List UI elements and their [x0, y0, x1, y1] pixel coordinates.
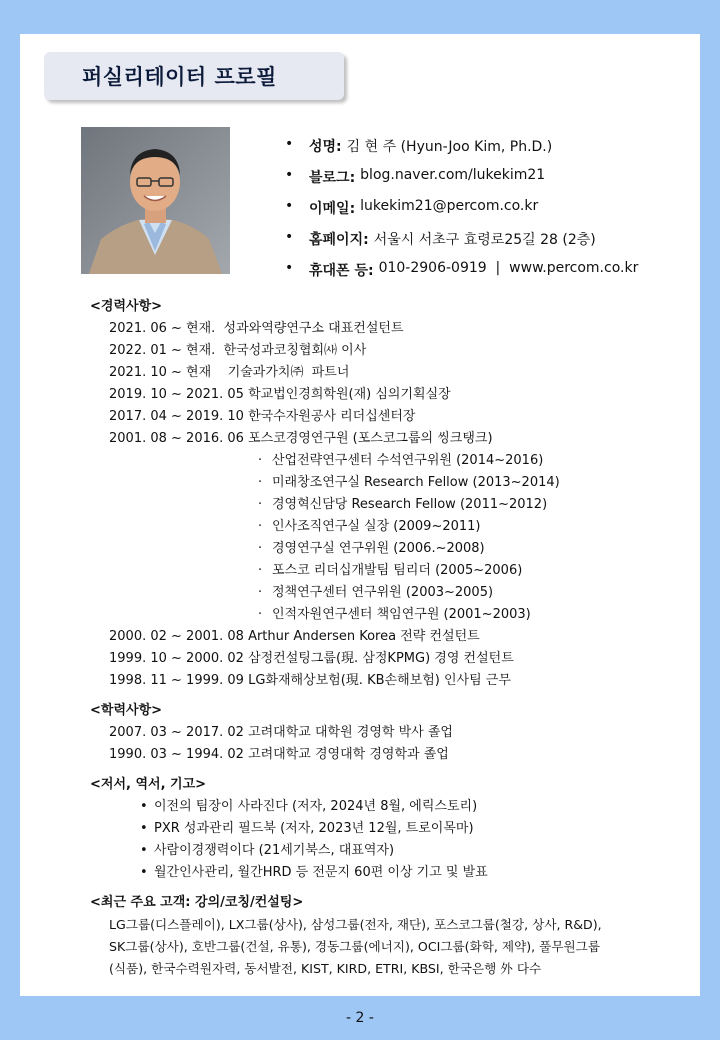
career-item: 1998. 11 ~ 1999. 09 LG화재해상보험(現. KB손해보험) 인사팀 근무	[109, 673, 511, 688]
posco-sub-item: · 경영혁신담당 Research Fellow (2011~2012)	[258, 497, 548, 512]
posco-sub-item: · 인사조직연구실 실장 (2009~2011)	[258, 519, 481, 534]
clients-line: SK그룹(상사), 호반그룹(건설, 유통), 경동그룹(에너지), OCI그룹(화학, 제약), 풀무원그룹	[109, 939, 600, 954]
posco-sub-item: · 미래창조연구실 Research Fellow (2013~2014)	[258, 475, 560, 490]
writing-item: • 사람이경쟁력이다 (21세기북스, 대표역자)	[140, 843, 395, 858]
education-heading: <학력사항>	[90, 703, 163, 718]
page-number: - 2 -	[346, 1010, 374, 1026]
writing-item: • 이전의 팀장이 사라진다 (저자, 2024년 8월, 에릭스토리)	[140, 799, 478, 814]
career-item: 1999. 10 ~ 2000. 02 삼정컨설팅그룹(現. 삼정KPMG) 경영 컨설턴트	[109, 651, 514, 666]
writing-section	[90, 774, 690, 884]
education-item: 1990. 03 ~ 1994. 02 고려대학교 경영대학 경영학과 졸업	[109, 747, 449, 762]
writing-item: • PXR 성과관리 필드북 (저자, 2023년 12월, 트로이목마)	[140, 821, 474, 836]
education-section	[90, 700, 690, 766]
career-item: 2001. 08 ~ 2016. 06 포스코경영연구원 (포스코그룹의 씽크탱크)	[109, 431, 493, 446]
posco-sub-item: · 포스코 리더십개발팀 팀리더 (2005~2006)	[258, 563, 523, 578]
career-heading: <경력사항>	[90, 299, 163, 314]
clients-line: LG그룹(디스플레이), LX그룹(상사), 삼성그룹(전자, 재단), 포스코그룹(철강, 상사, R&D),	[109, 917, 602, 932]
posco-sub-item: · 경영연구실 연구위원 (2006.~2008)	[258, 541, 485, 556]
profile-title: 퍼실리테이터 프로필	[82, 65, 277, 89]
contact-list	[285, 136, 695, 291]
education-item: 2007. 03 ~ 2017. 02 고려대학교 대학원 경영학 박사 졸업	[109, 725, 453, 740]
profile-title-box	[44, 52, 344, 100]
document-page	[20, 34, 700, 996]
career-section	[90, 296, 690, 692]
clients-heading: <최근 주요 고객: 강의/코칭/컨설팅>	[90, 895, 304, 910]
contact-email: • 이메일: lukekim21@percom.co.kr	[285, 198, 539, 217]
career-item: 2021. 10 ~ 현재 기술과가치㈜ 파트너	[109, 365, 350, 380]
contact-blog: • 블로그: blog.naver.com/lukekim21	[285, 167, 546, 186]
posco-sub-item: · 정책연구센터 연구위원 (2003~2005)	[258, 585, 494, 600]
writing-item: • 월간인사관리, 월간HRD 등 전문지 60편 이상 기고 및 발표	[140, 865, 488, 880]
career-item: 2021. 06 ~ 현재. 성과와역량연구소 대표컨설턴트	[109, 321, 404, 336]
career-item: 2019. 10 ~ 2021. 05 학교법인경희학원(재) 심의기획실장	[109, 387, 451, 402]
clients-section	[90, 892, 690, 980]
contact-phone: • 휴대폰 등: 010-2906-0919 | www.percom.co.kr	[285, 260, 639, 279]
career-item: 2000. 02 ~ 2001. 08 Arthur Andersen Korea 전략 컨설턴트	[109, 629, 480, 644]
posco-sub-item: · 인적자원연구센터 책임연구원 (2001~2003)	[258, 607, 531, 622]
career-item: 2022. 01 ~ 현재. 한국성과코칭협회㈔ 이사	[109, 343, 367, 358]
profile-photo	[81, 127, 230, 274]
contact-name: • 성명: 김 현 주 (Hyun-Joo Kim, Ph.D.)	[285, 136, 553, 155]
career-item: 2017. 04 ~ 2019. 10 한국수자원공사 리더십센터장	[109, 409, 416, 424]
posco-sub-item: · 산업전략연구센터 수석연구위원 (2014~2016)	[258, 453, 544, 468]
contact-homepage: • 홈페이지: 서울시 서초구 효령로25길 28 (2층)	[285, 229, 596, 248]
writing-heading: <저서, 역서, 기고>	[90, 777, 207, 792]
clients-line: (식품), 한국수력원자력, 동서발전, KIST, KIRD, ETRI, KBSI, 한국은행 外 다수	[109, 961, 542, 976]
